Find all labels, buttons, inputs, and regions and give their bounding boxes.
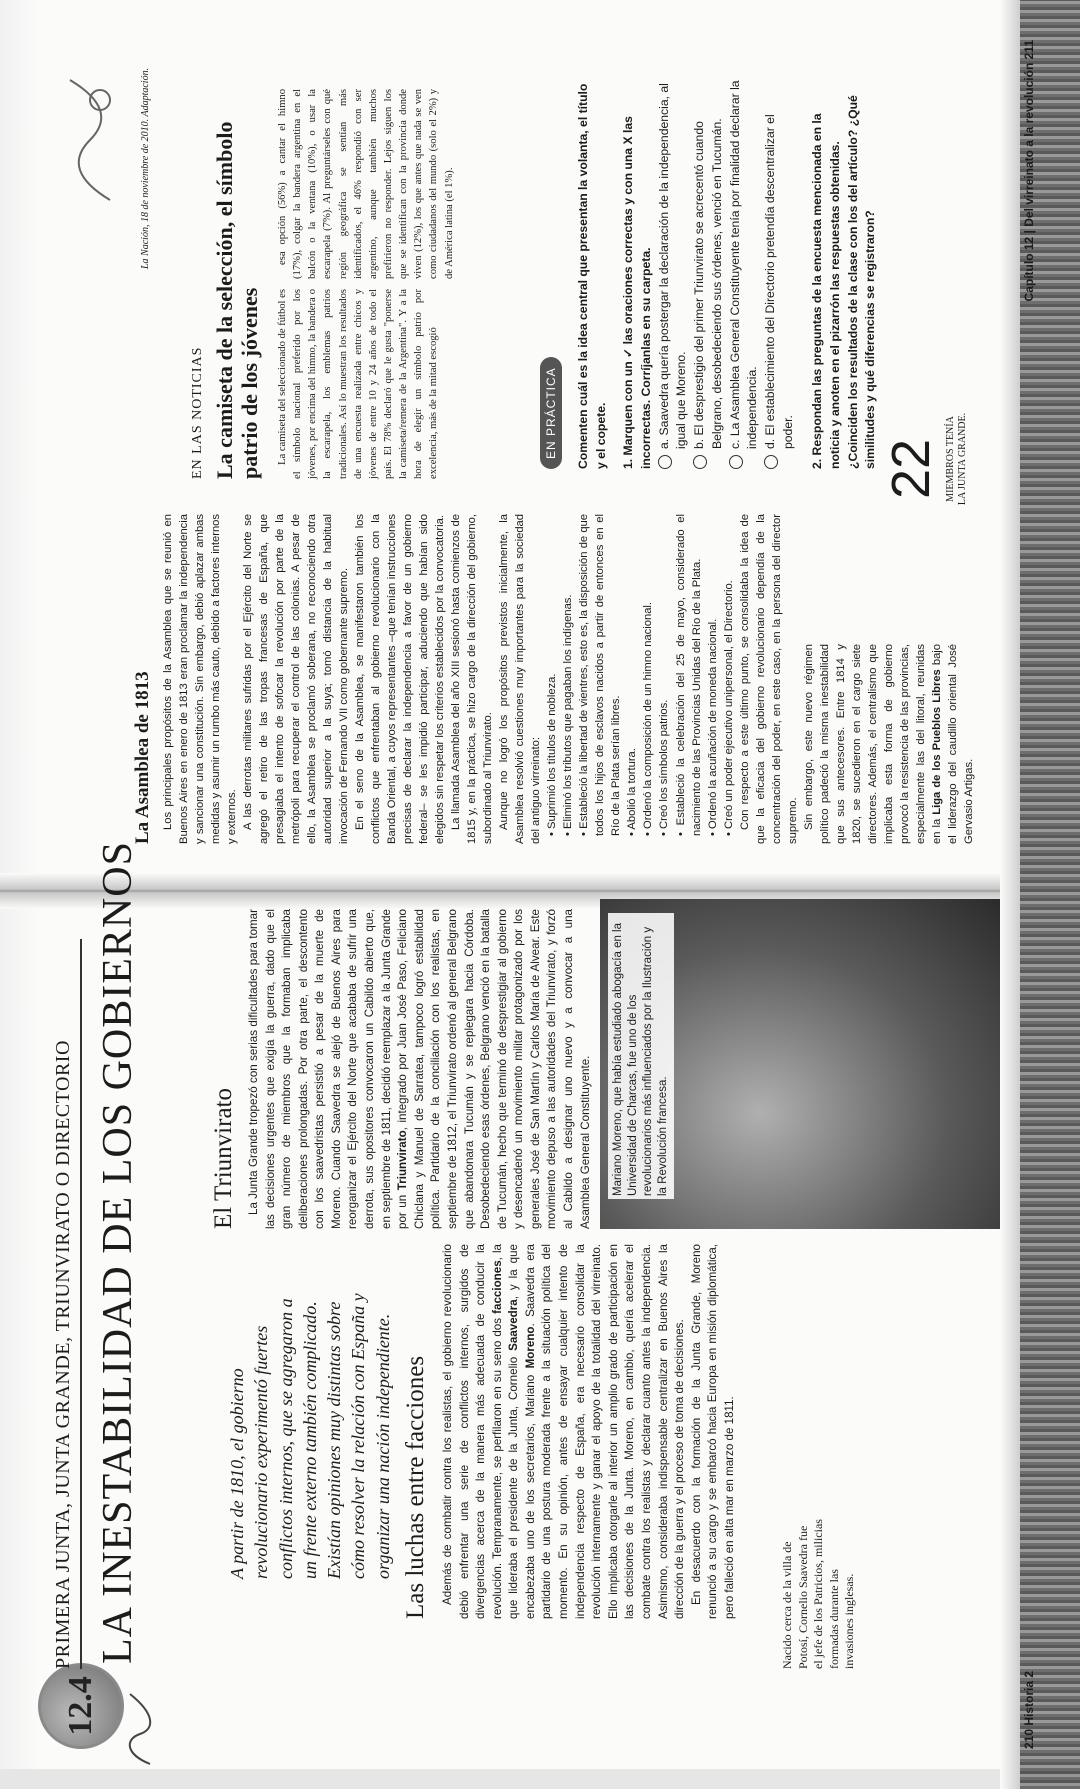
saavedra-caption: Nacido cerca de la villa de Potosí, Cornelio Saavedra fue el jefe de los Patricios, milicias formadas durante las invasiones inglesas. <box>780 1519 857 1669</box>
news-title: La camiseta de la selección, el símbolo patrio de los jóvenes <box>212 121 263 479</box>
luchas-paragraph-1 <box>440 1244 689 1619</box>
page-title: LA INESTABILIDAD DE LOS GOBIERNOS <box>95 841 141 1664</box>
news-text-1: La camiseta del seleccionado de fútbol es el símbolo nacional preferido por los jóvenes, por encima del himno, la bandera o la escarapela, los emblemas patrios tradicionales. Así lo muestran los resultados de una encuesta realizada entre chicos y jóvenes de entre 10 y 24 años de todo el país. El 78% declaró que le gusta "ponerse la camiseta/remera de la Argentina". Y a la hora de elegir un símbolo patrio por excelencia, más de la mitad escogió <box>277 289 440 479</box>
footer-left: 210 Historia 2 <box>1022 1670 1036 1749</box>
option-a-text: a. Saavedra quería postergar la declaración de la independencia, al igual que Moreno. <box>656 83 689 449</box>
option-d-radio[interactable] <box>764 455 778 469</box>
text-run: , y la que encabezaba uno de los secretarios, Mariano <box>507 1244 537 1619</box>
asamblea-paragraph-7 <box>801 644 977 844</box>
footer-right: Capítulo 12 | Del virreinato a la revolución 211 <box>1022 40 1036 302</box>
question-2: 2. Respondan las preguntas de la encuesta mencionada en la noticia y anoten en el pizarrón las respuestas obtenidas. ¿Coinciden los resultados de la clase con los del artículo? ¿Qué similitudes y qué diferencias se registraron? <box>810 95 878 469</box>
bullet-text: Creó un poder ejecutivo unipersonal, el Directorio. <box>722 580 735 829</box>
text-run: , integrado por Juan José Paso, Feliciano Chiclana y Manuel de Sarratea, tampoco logró estabilidad política. Partidario de la conciliación con los realistas, en septiembre de 1812, el Triunvirato ordenó al general Belgrano que abandonara Tucumán y se replegara hacia Córdoba. Desobedeciendo esas órdenes, Belgrano venció en la batalla de Tucumán, hecho que terminó de desprestigiar al gobierno y desencadenó un movimiento militar protagonizado por los generales José de San Martín y Carlos María de Alvear. Este movimiento depuso a las autoridades del Triunvirato, y forzó al Cabildo a designar uno nuevo y a convocar a una Asamblea General Constituyente. <box>396 909 592 1229</box>
decorative-illustration-icon <box>50 70 130 210</box>
text-run: Además de combatir contra los realistas, el gobierno revolucionario debió enfrentar una serie de conflictos internos, surgidos de divergencias acerca de la manera más adecuada de conducir la revolución. Tempranamente, se perfilaron en su seno dos <box>441 1244 504 1619</box>
term-saavedra: Saavedra <box>507 1299 521 1351</box>
section-kicker: PRIMERA JUNTA, JUNTA GRANDE, TRIUNVIRATO O DIRECTORIO <box>52 1040 74 1669</box>
option-d <box>762 79 797 469</box>
bullet-text: Eliminó los tributos que pagaban los indígenas. <box>562 594 575 829</box>
news-column-2 <box>275 89 505 279</box>
bullet-text: Abolió la tortura. <box>626 748 639 830</box>
bullet-item: • Suprimió los títulos de nobleza. <box>546 673 559 836</box>
text-run: bajo el liderazgo del caudillo oriental José Gervasio Artigas. <box>930 643 975 844</box>
news-text-2: esa opción (56%) a cantar el himno (17%), colgar la bandera argentina en el balcón o la ventana (10%), o usar la escarapela (7%). Al preguntárseles con qué región geográfica se sentían más identificados, el 46% respondió con ser argentino, aunque también muchos prefirieron no responder. Lejos siguen los que se identifican con la provincia donde viven (12%), los que antes que nada se ven como ciudadanos del mundo (solo el 2%) y de América latina (el 1%). <box>277 89 455 279</box>
en-practica-badge: EN PRÁCTICA <box>540 357 562 469</box>
big-number: 22 <box>881 438 941 499</box>
asamblea-paragraph-6: Con respecto a este último punto, se consolidaba la idea de que la eficacia del gobierno revolucionario dependía de la concentración del poder, en este caso, en la persona del director supremo. <box>738 514 799 844</box>
triunvirato-column <box>246 909 592 1229</box>
asamblea-paragraph-1: Los principales propósitos de la Asamblea que se reunió en Buenos Aires en enero de 1813 eran proclamar la independencia y sancionar una constitución. Sin embargo, debió aplazar ambas medidas y asumir un rumbo más cauto, debido a factores internos y externos. <box>162 514 239 844</box>
triunvirato-paragraph <box>246 909 594 1229</box>
option-c <box>727 79 762 469</box>
option-b-text: b. El desprestigio del primer Triunvirato se acrecentó cuando Belgrano, desobedeciendo sus órdenes, venció en Tucumán. <box>692 118 724 449</box>
option-a-radio[interactable] <box>658 455 672 469</box>
moreno-caption: Mariano Moreno, que había estudiado abogacía en la Universidad de Charcas, fue uno de los revolucionarios más influenciados por la Ilustración y la Revolución francesa. <box>608 913 674 1199</box>
term-liga: Liga de los Pueblos Libres <box>930 669 943 815</box>
page-shadow <box>1000 0 1020 1789</box>
question-1: 1. Marquen con un ✓ las oraciones correctas y con una X las incorrectas. Corríjanlas en su carpeta. <box>621 116 654 469</box>
text-run: Sin embargo, este nuevo régimen político padeció la misma inestabilidad que sus antecesores. Entre 1814 y 1820, se sucedieron en el cargo siete directores. Además, el centralismo que implicaba esta forma de gobierno provocó la resistencia de las provincias, especialmente las del litoral, reunidas en la <box>802 644 943 844</box>
asamblea-paragraph-4: La llamada Asamblea del año XIII sesionó hasta comienzos de 1815 y, en la práctica, se hizo cargo de la dirección del gobierno, subordinado al Triunvirato. <box>450 514 495 844</box>
asamblea-paragraph-3: En el seno de la Asamblea, se manifestaron también los conflictos que enfrentaban al gobierno revolucionario con la Banda Oriental, a cuyos representantes –que tenían instrucciones precisas de declarar la independencia a favor de un gobierno federal– se les impidió participar, aduciendo que habían sido elegidos sin respetar los criterios establecidos por la convocatoria. <box>354 514 447 844</box>
bullet-item: • Creó los símbolos patrios. <box>658 699 671 836</box>
swirl-ornament-icon <box>120 1689 160 1769</box>
bullet-item: • Eliminó los tributos que pagaban los indígenas. <box>562 594 575 836</box>
scan-edge <box>0 1769 1080 1789</box>
term-triunvirato: Triunvirato <box>396 1130 410 1191</box>
term-facciones: facciones <box>490 1260 504 1314</box>
heading-asamblea: La Asamblea de 1813 <box>132 671 153 844</box>
asamblea-paragraph-5: Aunque no logró los propósitos previstos inicialmente, la Asamblea resolvió cuestiones muy importantes para la sociedad del antiguo virreinato: <box>498 514 543 844</box>
intro-paragraph: A partir de 1810, el gobierno revolucionario experimentó fuertes conflictos internos, que se agregaron a un frente externo también complicado. Existían opiniones muy distintas sobre cómo resolver la relación con España y organizar una nación independiente. <box>227 1293 393 1579</box>
news-kicker: EN LAS NOTICIAS <box>190 346 205 479</box>
option-c-radio[interactable] <box>729 455 743 469</box>
bullet-item: • Estableció la celebración del 25 de mayo, considerado el nacimiento de las Provincias Unidas del Río de la Plata. <box>674 514 703 836</box>
bullet-text: Ordenó la acuñación de moneda nacional. <box>706 618 719 829</box>
bullet-item: • Ordenó la composición de un himno nacional. <box>642 601 655 836</box>
bullet-item: • Creó un poder ejecutivo unipersonal, el Directorio. <box>722 580 735 836</box>
section-badge <box>38 1663 124 1749</box>
option-c-text: c. La Asamblea General Constituyente tenía por finalidad declarar la independencia. <box>727 80 760 449</box>
luchas-paragraph-2: En desacuerdo con la formación de la Junta Grande, Moreno renunció a su cargo y se embarcó hacia Europa en misión diplomática, pero falleció en alta mar en marzo de 1811. <box>689 1244 736 1619</box>
text-run: La Junta Grande tropezó con serias dificultades para tomar las decisiones urgentes que exigía la guerra, dado que el gran número de miembros que la formaban implicaba deliberaciones prolongadas. Por otra parte, el descontento con los saavedristas persistió a pesar de la muerte de Moreno. Cuando Saavedra se alejó de Buenos Aires para reorganizar el Ejército del Norte que acababa de sufrir una derrota, sus opositores convocaron un Cabildo abierto que, en septiembre de 1811, decidió reemplazar a la Junta Grande por un <box>247 909 410 1229</box>
bullet-item: • Ordenó la acuñación de moneda nacional. <box>706 618 719 836</box>
option-b-radio[interactable] <box>693 455 707 469</box>
asamblea-column <box>160 514 1020 844</box>
text-run: , la que lideraba el presidente de la Junta, Cornelio <box>490 1244 521 1619</box>
bullet-text: Ordenó la composición de un himno nacional. <box>642 601 655 829</box>
bullet-item: • Abolió la tortura. <box>626 748 639 836</box>
heading-triunvirato: El Triunvirato <box>210 1088 237 1229</box>
heading-luchas: Las luchas entre facciones <box>402 1355 429 1619</box>
bullet-text: Estableció la celebración del 25 de mayo, considerado el nacimiento de las Provincias Unidas del Río de la Plata. <box>674 514 703 836</box>
practice-block <box>575 79 880 469</box>
option-a <box>656 79 691 469</box>
news-source: La Nación, 18 de noviembre de 2010. Adaptación. <box>140 67 151 269</box>
asamblea-paragraph-2: A las derrotas militares sufridas por el Ejército del Norte se agregó el retiro de las tropas francesas de España, que presagiaba el intento de sofocar la revolución por parte de la metrópoli para recuperar el control de las colonias. A pesar de ello, la Asamblea se proclamó soberana, no reconociendo otra autoridad superior a la suya; tomó distancia de la habitual invocación de Fernando VII como gobernante supremo. <box>242 514 351 844</box>
section-number: 12.4 <box>62 1676 99 1736</box>
bullet-item: • Estableció la libertad de vientres, esto es, la disposición de que todos los hijos de esclavos nacidos a partir de entonces en el Río de la Plata serían libres. <box>578 514 623 836</box>
bullet-text: Estableció la libertad de vientres, esto es, la disposición de que todos los hijos de esclavos nacidos a partir de entonces en el Río de la Plata serían libres. <box>578 514 623 836</box>
term-moreno: Moreno <box>523 1326 537 1369</box>
text-run: . Saavedra era partidario de una postura moderada frente a la situación política del momento. En su opinión, antes de ensayar cualquier intento de independencia respecto de España, era necesario consolidar la revolución internamente y ganar el apoyo de la totalidad del virreinato. Ello implicaba otorgarle al interior un amplio grado de participación en las decisiones de la Junta. Moreno, en cambio, quería acelerar el combate contra los realistas y declarar cuanto antes la independencia. Asimismo, consideraba indispensable centralizar en Buenos Aires la dirección de la guerra y el proceso de toma de decisiones. <box>523 1244 687 1619</box>
option-b <box>691 79 726 469</box>
big-number-label: MIEMBROS TENÍA LA JUNTA GRANDE. <box>945 412 968 506</box>
option-d-text: d. El establecimiento del Directorio pretendía descentralizar el poder. <box>762 114 795 449</box>
news-column-1 <box>275 289 505 479</box>
title-rule <box>80 939 82 1669</box>
bullet-text: Suprimió los títulos de nobleza. <box>546 673 559 829</box>
practice-intro: Comenten cuál es la idea central que presentan la volanta, el título y el copete. <box>576 83 608 469</box>
bullet-text: Creó los símbolos patrios. <box>658 699 671 829</box>
